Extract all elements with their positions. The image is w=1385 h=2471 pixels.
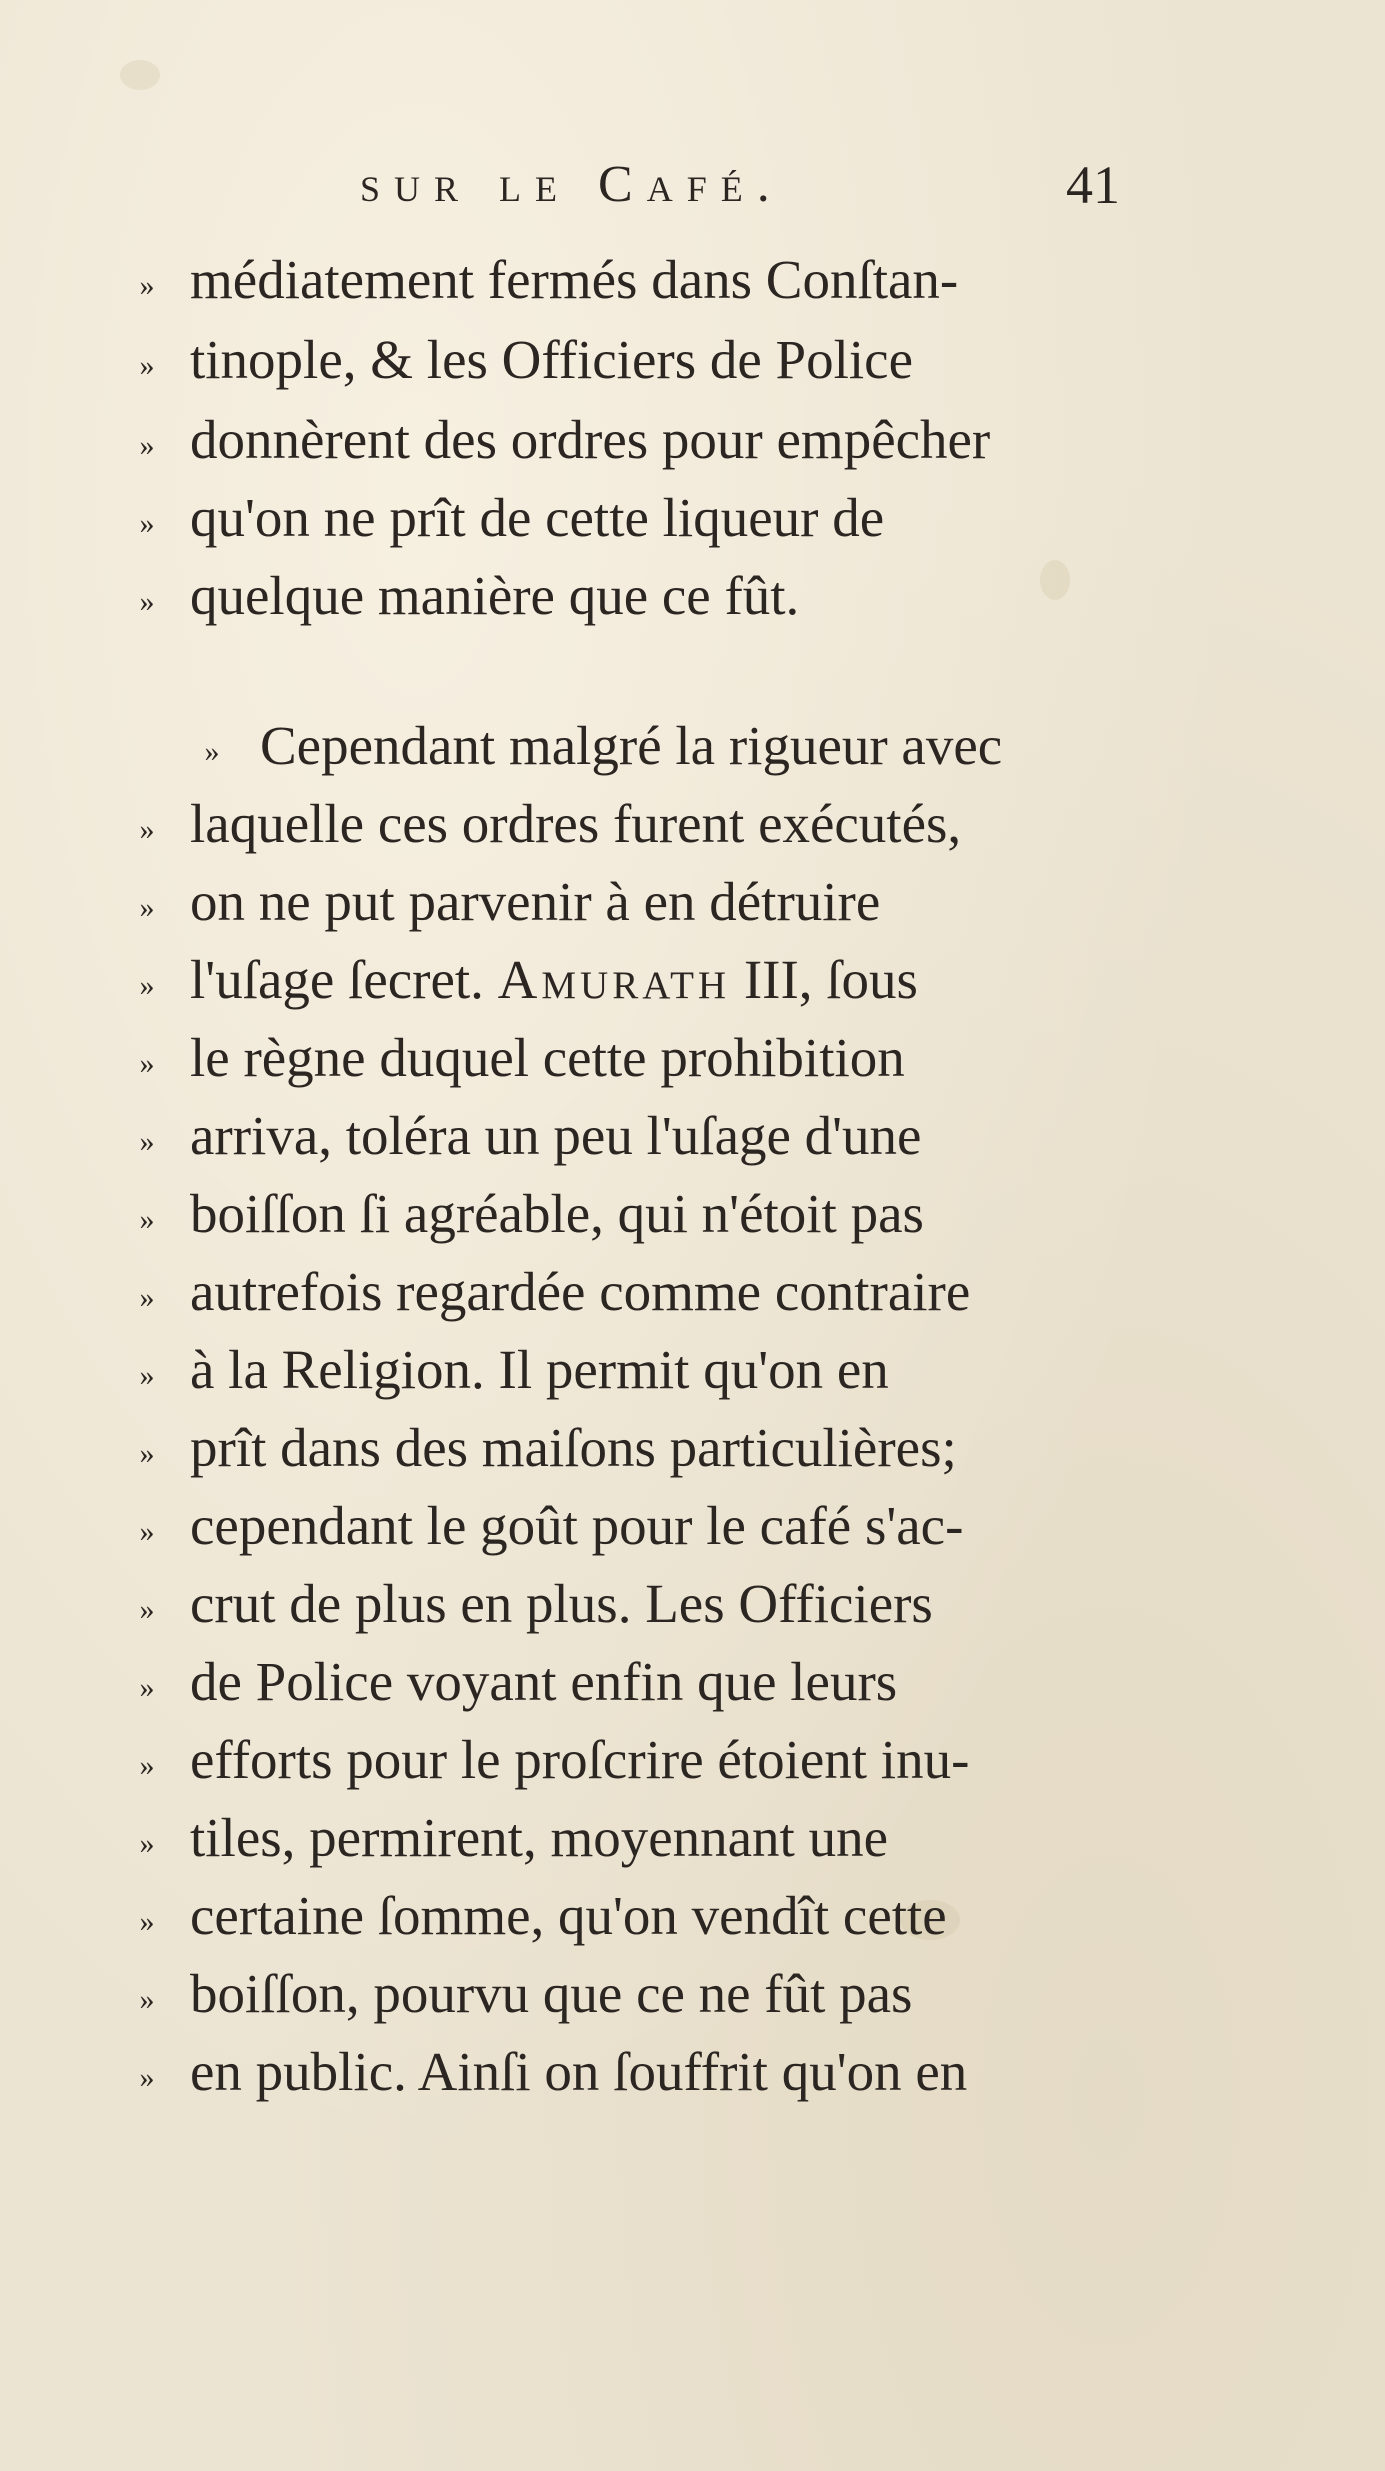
text-line <box>125 1096 1145 1176</box>
text-line <box>125 556 1145 636</box>
page-number: 41 <box>1066 155 1120 215</box>
proper-name: Amurath <box>497 949 731 1010</box>
quote-mark: » <box>139 1671 155 1704</box>
line-text: qu'on ne prît de cette liqueur de <box>190 487 885 548</box>
quote-mark: » <box>139 1905 155 1938</box>
quote-mark: » <box>139 1515 155 1548</box>
text-line <box>125 1798 1145 1878</box>
text-line <box>125 1720 1145 1800</box>
text-line <box>125 1174 1145 1254</box>
quote-mark: » <box>139 1983 155 2016</box>
text-line <box>125 706 1145 786</box>
line-text: autrefois regardée comme contraire <box>190 1261 971 1322</box>
text-line <box>125 1642 1145 1722</box>
text-line <box>125 940 1145 1020</box>
quote-mark: » <box>139 1125 155 1158</box>
text-line <box>125 1252 1145 1332</box>
line-text: en public. Ainſi on ſouffrit qu'on en <box>190 2041 968 2102</box>
line-text: boiſſon, pourvu que ce ne fût pas <box>190 1963 913 2024</box>
quote-mark: » <box>139 429 155 462</box>
text-line <box>125 320 1145 400</box>
text-line <box>125 862 1145 942</box>
quote-mark: » <box>204 735 220 768</box>
line-text-start: l'uſage ſecret. <box>190 949 484 1010</box>
quote-mark: » <box>139 1203 155 1236</box>
line-text: prît dans des maiſons particulières; <box>190 1417 957 1478</box>
quote-mark: » <box>139 813 155 846</box>
line-text-end: III, ſous <box>730 949 918 1010</box>
line-text: boiſſon ſi agréable, qui n'étoit pas <box>190 1183 924 1244</box>
quote-mark: » <box>139 1047 155 1080</box>
line-text: tinople, & les Officiers de Police <box>190 329 913 390</box>
line-text: médiatement fermés dans Conſtan- <box>190 249 959 310</box>
quote-mark: » <box>139 1593 155 1626</box>
quote-mark: » <box>139 891 155 924</box>
text-line <box>125 1876 1145 1956</box>
line-text: le règne duquel cette prohibition <box>190 1027 905 1088</box>
line-text: cependant le goût pour le café s'ac- <box>190 1495 964 1556</box>
quote-mark: » <box>139 1827 155 1860</box>
text-line <box>125 1954 1145 2034</box>
text-line <box>125 1408 1145 1488</box>
line-text: à la Religion. Il permit qu'on en <box>190 1339 889 1400</box>
running-head <box>360 150 1120 220</box>
line-text: Cependant malgré la rigueur avec <box>260 715 1003 776</box>
text-line <box>125 240 1145 320</box>
line-text: tiles, permirent, moyennant une <box>190 1807 889 1868</box>
quote-mark: » <box>139 269 155 302</box>
text-line <box>125 478 1145 558</box>
line-text: laquelle ces ordres furent exécutés, <box>190 793 962 854</box>
line-text <box>190 940 918 1020</box>
text-line <box>125 2032 1145 2112</box>
text-line <box>125 1564 1145 1644</box>
line-text: certaine ſomme, qu'on vendît cette <box>190 1885 947 1946</box>
quote-mark: » <box>139 507 155 540</box>
text-line <box>125 784 1145 864</box>
text-line <box>125 1486 1145 1566</box>
quote-mark: » <box>139 585 155 618</box>
quote-mark: » <box>139 1359 155 1392</box>
text-line <box>125 1018 1145 1098</box>
quote-mark: » <box>139 969 155 1002</box>
running-title: sur le Café. <box>360 156 784 213</box>
line-text: efforts pour le proſcrire étoient inu- <box>190 1729 970 1790</box>
paper-stain <box>120 60 160 90</box>
line-text: arriva, toléra un peu l'uſage d'une <box>190 1105 922 1166</box>
line-text: crut de plus en plus. Les Officiers <box>190 1573 933 1634</box>
text-line <box>125 1330 1145 1410</box>
line-text: de Police voyant enfin que leurs <box>190 1651 898 1712</box>
quote-mark: » <box>139 1437 155 1470</box>
quote-mark: » <box>139 349 155 382</box>
line-text: on ne put parvenir à en détruire <box>190 871 881 932</box>
line-text: donnèrent des ordres pour empêcher <box>190 409 991 470</box>
quote-mark: » <box>139 1281 155 1314</box>
text-line <box>125 400 1145 480</box>
quote-mark: » <box>139 2061 155 2094</box>
line-text: quelque manière que ce fût. <box>190 565 800 626</box>
quote-mark: » <box>139 1749 155 1782</box>
